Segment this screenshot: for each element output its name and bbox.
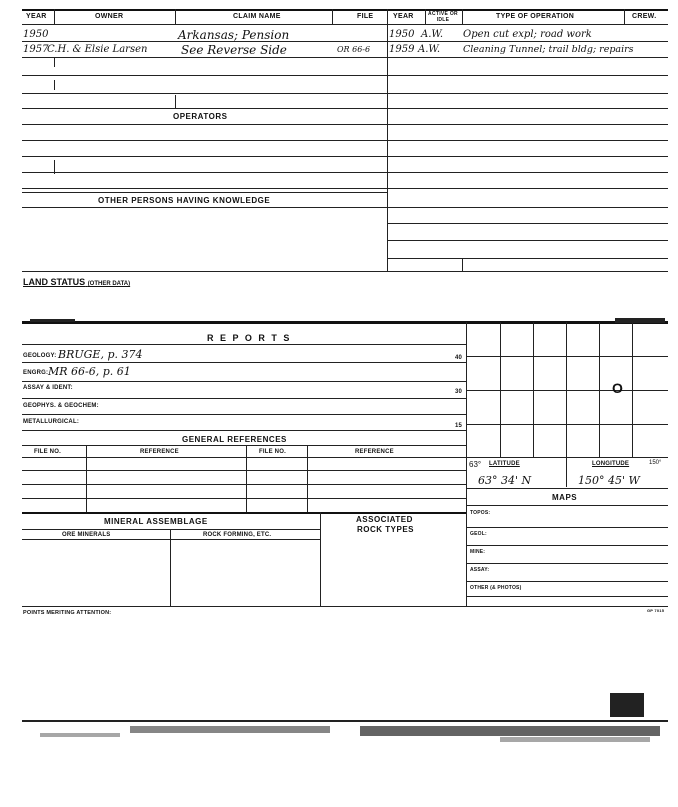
owner-header: OWNER [95, 13, 124, 20]
row-line [387, 188, 668, 189]
row-line [22, 156, 387, 157]
rock-types-label: ROCK TYPES [357, 525, 415, 534]
row-line [22, 457, 466, 458]
engrg-label: ENGRG: [23, 370, 49, 376]
grid-line [466, 356, 668, 357]
rock-forming-header: ROCK FORMING, ETC. [203, 532, 272, 538]
form-number: GP 7015 [647, 608, 665, 613]
other-persons-label: OTHER PERSONS HAVING KNOWLEDGE [98, 196, 271, 205]
row-line [466, 563, 668, 564]
row-line [22, 381, 466, 382]
engrg-value: MR 66-6, p. 61 [48, 365, 131, 378]
divider [566, 457, 567, 487]
geophys-label: GEOPHYS. & GEOCHEM: [23, 403, 99, 409]
row-line [466, 488, 668, 489]
geol-label: GEOL: [470, 531, 487, 537]
geology-label: GEOLOGY: [23, 353, 57, 359]
row-line [387, 41, 668, 42]
row-line [22, 498, 466, 499]
row-line [387, 124, 668, 125]
row-line [22, 484, 466, 485]
grid-line [466, 424, 668, 425]
row-line [22, 398, 466, 399]
row-line [387, 108, 668, 109]
row-line [22, 57, 387, 58]
associated-label: ASSOCIATED [356, 515, 413, 524]
tick [54, 80, 55, 90]
claim-owner-2: C.H. & Elsie Larsen [47, 44, 148, 55]
long-deg-label: 150° [649, 460, 662, 466]
maps-title: MAPS [552, 493, 578, 502]
divider [246, 445, 247, 512]
divider [332, 9, 333, 25]
row-line [387, 240, 668, 241]
scan-noise-line [22, 720, 668, 722]
assay-label: ASSAY & IDENT: [23, 385, 73, 391]
row-line [22, 529, 320, 530]
divider [624, 9, 625, 25]
claims-year-header: YEAR [26, 13, 47, 20]
top-section-bottom [22, 271, 668, 272]
claim-year-2: 1957 [23, 44, 49, 55]
row-line [387, 258, 668, 259]
divider [54, 9, 55, 25]
other-photos-label: OTHER (& PHOTOS) [470, 585, 522, 591]
metallurgical-label: METALLURGICAL: [23, 419, 80, 425]
file-no-header-2: FILE NO. [259, 449, 286, 455]
operators-label: OPERATORS [173, 112, 228, 121]
row-line [22, 430, 466, 431]
row-line [22, 362, 466, 363]
tick [54, 57, 55, 67]
land-status-label [23, 277, 130, 287]
row-line [22, 41, 387, 42]
row-line [387, 207, 668, 208]
crew-header: CREW. [632, 13, 657, 20]
top-border [22, 9, 668, 11]
assay-map-label: ASSAY: [470, 567, 490, 573]
scan-noise [615, 318, 665, 323]
row-line [22, 188, 387, 189]
row-line [387, 93, 668, 94]
scan-noise [130, 726, 330, 733]
row-line [387, 223, 668, 224]
grid-line [466, 457, 668, 458]
file-header: FILE [357, 13, 374, 20]
geology-value: BRUGE, p. 374 [58, 348, 143, 361]
claim-name-header: CLAIM NAME [233, 13, 281, 20]
row-line [387, 140, 668, 141]
reports-title: R E P O R T S [207, 333, 292, 343]
row-line [387, 156, 668, 157]
row-line [22, 445, 466, 446]
ops-year-2: 1959 [389, 44, 415, 55]
longitude-label: LONGITUDE [592, 461, 630, 467]
row-line [387, 172, 668, 173]
ops-active-2: A.W. [418, 44, 441, 55]
scan-noise [360, 726, 660, 736]
grid-mark: O [612, 380, 623, 396]
grid-line [466, 390, 668, 391]
row-line [22, 539, 320, 540]
file-no-header-1: FILE NO. [34, 449, 61, 455]
mine-label: MINE: [470, 549, 486, 555]
claim-name-1: Arkansas; Pension [178, 28, 290, 42]
ops-year-header: YEAR [393, 13, 414, 20]
divider [320, 512, 321, 606]
row-line [466, 581, 668, 582]
land-status-sub: (OTHER DATA) [87, 281, 131, 287]
row-line [22, 192, 387, 193]
points-meriting-label: POINTS MERITING ATTENTION: [23, 610, 112, 616]
assay-num: 30 [455, 389, 463, 395]
row-line [22, 606, 668, 607]
row-line [22, 93, 387, 94]
row-line [466, 527, 668, 528]
row-line [22, 470, 466, 471]
longitude-value: 150° 45' W [578, 474, 640, 487]
row-line [466, 545, 668, 546]
row-line [466, 505, 668, 506]
ops-type-2: Cleaning Tunnel; trail bldg; repairs [463, 44, 634, 55]
latitude-label: LATITUDE [489, 461, 520, 467]
claim-year-1: 1950 [23, 29, 49, 40]
topos-label: TOPOS: [470, 510, 491, 516]
divider [462, 9, 463, 25]
row-line [22, 140, 387, 141]
general-references-title: GENERAL REFERENCES [182, 435, 287, 444]
scan-noise [40, 733, 120, 737]
row-line [22, 414, 466, 415]
scan-block [610, 693, 644, 717]
claim-name-2: See Reverse Side [181, 43, 287, 57]
row-line [22, 172, 387, 173]
divider [175, 9, 176, 25]
row-line [466, 596, 668, 597]
metallurgical-num: 15 [455, 423, 463, 429]
scan-noise [500, 737, 650, 742]
divider [462, 258, 463, 271]
lat-deg-label: 63° [469, 460, 482, 469]
row-line [22, 108, 387, 109]
scan-noise [30, 319, 75, 322]
divider [307, 445, 308, 512]
row-line [22, 124, 387, 125]
divider [86, 445, 87, 512]
row-line [22, 207, 387, 208]
divider [425, 9, 426, 25]
row-line [387, 57, 668, 58]
reports-top-border [22, 321, 668, 324]
reference-header-1: REFERENCE [140, 449, 179, 455]
ore-minerals-header: ORE MINERALS [62, 532, 111, 538]
row-line [22, 75, 387, 76]
mineral-assemblage-title: MINERAL ASSEMBLAGE [104, 517, 208, 526]
active-idle-header: ACTIVE OR IDLE [428, 11, 458, 23]
land-status-text: LAND STATUS [23, 277, 86, 287]
row-line [387, 75, 668, 76]
geology-num: 40 [455, 355, 463, 361]
ops-active-1: A.W. [421, 29, 444, 40]
divider [170, 529, 171, 606]
reference-header-2: REFERENCE [355, 449, 394, 455]
ops-year-1: 1950 [389, 29, 415, 40]
latitude-value: 63° 34' N [478, 474, 532, 487]
type-operation-header: TYPE OF OPERATION [496, 13, 575, 20]
claim-file-2: OR 66-6 [337, 45, 371, 54]
ops-type-1: Open cut expl; road work [463, 29, 592, 40]
row-line [22, 344, 466, 345]
header-bottom-line [22, 24, 668, 25]
tick [54, 160, 55, 174]
divider [175, 95, 176, 109]
row-line [22, 512, 466, 514]
